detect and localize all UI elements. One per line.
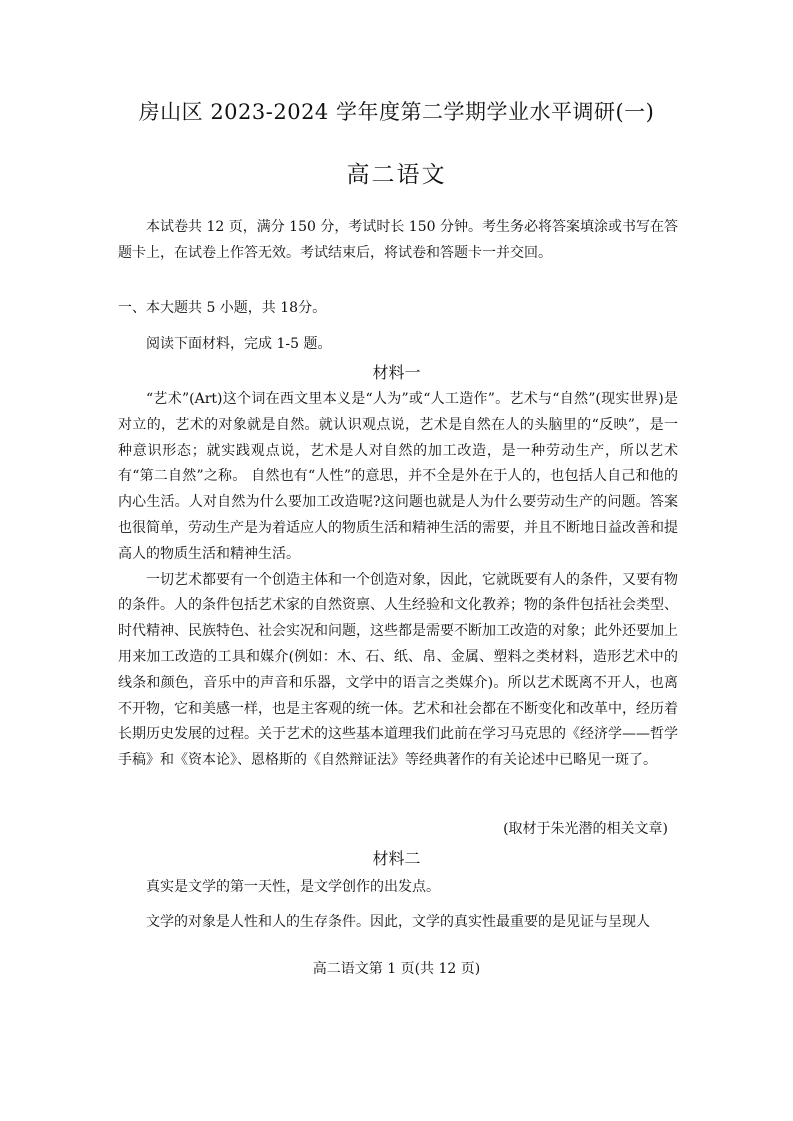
material1-body [118,387,678,774]
section-heading: 一、本大题共 5 小题，共 18分。 [118,300,327,316]
material1-paragraph: “艺术”(Art)这个词在西文里本义是“人为”或“人工造作”。艺术与“自然”(现实世界)是对立的，艺术的对象就是自然。就认识观点说，艺术是自然在人的头脑里的“反映”，是一种意识形态；就实践观点说，艺术是人对自然的加工改造，是一种劳动生产，所以艺术有“第二自然”之称。 自然也有“人性”的意思，并不全是外在于人的，也包括人自己和他的内心生活。人对自然为什么要加工改造呢?这问题也就是人为什么要劳动生产的问题。答案也很简单，劳动生产是为着适应人的物质生活和精神生活的需要，并且不断地日益改善和提高人的物质生活和精神生活。 [118,391,678,562]
material2-heading: 材料二 [372,849,421,868]
material1-heading: 材料一 [372,363,421,382]
subject-title: 高二语文 [346,162,447,188]
instructions-text: 本试卷共 12 页，满分 150 分，考试时长 150 分钟。考生务必将答案填涂或书写在答题卡上，在试卷上作答无效。考试结束后，将试卷和答题卡一并交回。 [118,219,678,261]
reading-instruction: 阅读下面材料，完成 1-5 题。 [146,336,332,352]
material1-source: (取材于朱光潜的相关文章) [503,821,668,837]
exam-title: 房山区 2023-2024 学年度第二学期学业水平调研(一) [138,100,655,124]
material1-paragraph: 一切艺术都要有一个创造主体和一个创造对象，因此，它就既要有人的条件，又要有物的条件。人的条件包括艺术家的自然资禀、人生经验和文化教养；物的条件包括社会类型、时代精神、民族特色、社会实况和问题，这些都是需要不断加工改造的对象；此外还要加上用来加工改造的工具和媒介(例如：木、石、纸、帛、金属、塑料之类材料，造形艺术中的线条和颜色，音乐中的声音和乐器，文学中的语言之类媒介)。所以艺术既离不开人，也离不开物，它和美感一样，也是主客观的统一体。艺术和社会都在不断变化和改革中，经历着长期历史发展的过程。关于艺术的这些基本道理我们此前在学习马克思的《经济学——哲学手稿》和《资本论》、恩格斯的《自然辩证法》等经典著作的有关论述中已略见一斑了。 [118,571,678,769]
material2-paragraph: 文学的对象是人性和人的生存条件。因此，文学的真实性最重要的是见证与呈现人 [146,914,650,930]
exam-instructions [118,214,678,266]
page-footer: 高二语文第 1 页(共 12 页) [312,961,481,977]
material2-paragraph: 真实是文学的第一天性，是文学创作的出发点。 [146,879,440,895]
